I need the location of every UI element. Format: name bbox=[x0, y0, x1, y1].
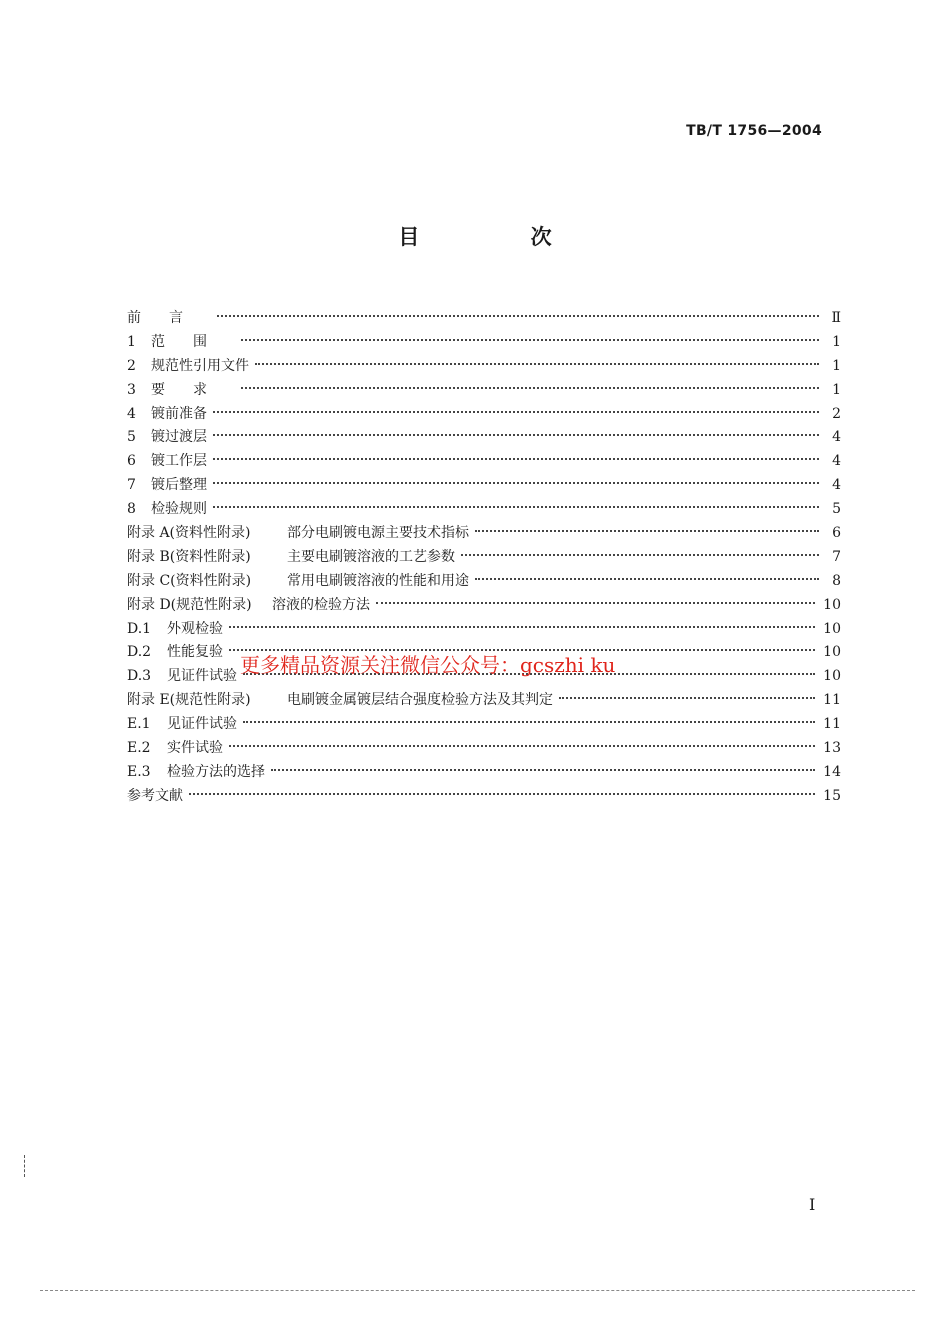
toc-entry-appendix-b[interactable] bbox=[127, 546, 841, 570]
toc-entry-number: 8 bbox=[127, 501, 136, 518]
toc-entry-number: 5 bbox=[127, 429, 136, 446]
toc-entry-page: 6 bbox=[832, 525, 841, 542]
toc-entry-label: 范围 bbox=[151, 333, 235, 350]
toc-entry-label: 规范性引用文件 bbox=[151, 357, 249, 374]
toc-entry-label: 电刷镀金属镀层结合强度检验方法及其判定 bbox=[287, 692, 553, 709]
toc-entry-page: 2 bbox=[832, 405, 841, 422]
toc-entry-number: 1 bbox=[127, 333, 136, 350]
toc-entry-page: 10 bbox=[823, 620, 841, 637]
toc-leader-dots bbox=[376, 602, 815, 604]
toc-leader-dots bbox=[475, 530, 819, 532]
toc-entry-label: 性能复验 bbox=[167, 644, 223, 661]
toc-entry-label: 镀过渡层 bbox=[151, 429, 207, 446]
bottom-scan-line bbox=[40, 1290, 915, 1291]
toc-entry-label: 检验规则 bbox=[151, 501, 207, 518]
toc-entry-page: 8 bbox=[832, 572, 841, 589]
toc-entry-e2[interactable] bbox=[127, 737, 841, 761]
toc-entry-label: 镀前准备 bbox=[151, 405, 207, 422]
toc-entry-number: D.1 bbox=[127, 620, 152, 637]
toc-entry-appendix-c[interactable] bbox=[127, 570, 841, 594]
toc-entry-number: D.3 bbox=[127, 668, 152, 685]
toc-entry-page: 10 bbox=[823, 668, 841, 685]
toc-entry-page: 1 bbox=[832, 381, 841, 398]
toc-entry-page: 15 bbox=[823, 787, 841, 804]
toc-entry-normative-references[interactable] bbox=[127, 355, 841, 379]
toc-entry-number: 3 bbox=[127, 381, 136, 398]
toc-entry-label: 检验方法的选择 bbox=[167, 763, 265, 780]
toc-entry-number: E.1 bbox=[127, 716, 151, 733]
toc-list bbox=[127, 307, 841, 809]
toc-leader-dots bbox=[213, 458, 819, 460]
toc-entry-label: 实件试验 bbox=[167, 740, 223, 757]
toc-leader-dots bbox=[271, 769, 815, 771]
toc-entry-foreword[interactable] bbox=[127, 307, 841, 331]
toc-leader-dots bbox=[213, 411, 819, 413]
page-number: I bbox=[809, 1195, 816, 1214]
toc-entry-number: E.3 bbox=[127, 763, 151, 780]
toc-entry-label: 镀工作层 bbox=[151, 453, 207, 470]
toc-entry-label: 见证件试验 bbox=[167, 668, 237, 685]
toc-entry-page: 11 bbox=[823, 716, 841, 733]
toc-entry-label: 常用电刷镀溶液的性能和用途 bbox=[287, 572, 469, 589]
toc-entry-page: 13 bbox=[823, 740, 841, 757]
toc-entry-number: 附录 A(资料性附录) bbox=[127, 525, 251, 542]
toc-leader-dots bbox=[213, 506, 819, 508]
toc-entry-page: 1 bbox=[832, 333, 841, 350]
toc-entry-page: 10 bbox=[823, 596, 841, 613]
toc-entry-page: 14 bbox=[823, 763, 841, 780]
toc-entry-e1[interactable] bbox=[127, 713, 841, 737]
toc-entry-e3[interactable] bbox=[127, 761, 841, 785]
toc-entry-label: 要求 bbox=[151, 381, 235, 398]
toc-leader-dots bbox=[229, 626, 815, 628]
toc-entry-number: E.2 bbox=[127, 740, 151, 757]
toc-entry-number: 6 bbox=[127, 453, 136, 470]
toc-entry-pre-plating[interactable] bbox=[127, 403, 841, 427]
toc-entry-appendix-d[interactable] bbox=[127, 594, 841, 618]
toc-entry-number: 2 bbox=[127, 357, 136, 374]
toc-entry-label: 部分电刷镀电源主要技术指标 bbox=[287, 525, 469, 542]
toc-leader-dots bbox=[229, 745, 815, 747]
toc-entry-label: 外观检验 bbox=[167, 620, 223, 637]
toc-leader-dots bbox=[241, 339, 819, 341]
toc-entry-page: 4 bbox=[832, 477, 841, 494]
toc-leader-dots bbox=[241, 387, 819, 389]
toc-entry-transition-layer[interactable] bbox=[127, 426, 841, 450]
toc-entry-label: 溶液的检验方法 bbox=[272, 596, 370, 613]
toc-entry-inspection-rules[interactable] bbox=[127, 498, 841, 522]
toc-entry-number: 附录 E(规范性附录) bbox=[127, 692, 251, 709]
toc-entry-page: 4 bbox=[832, 453, 841, 470]
toc-entry-page: Ⅱ bbox=[831, 310, 841, 326]
toc-entry-scope[interactable] bbox=[127, 331, 841, 355]
toc-entry-page: 5 bbox=[832, 501, 841, 518]
toc-leader-dots bbox=[559, 697, 815, 699]
toc-entry-number: 附录 C(资料性附录) bbox=[127, 572, 252, 589]
toc-leader-dots bbox=[255, 363, 819, 365]
left-edge-scan-mark bbox=[24, 1155, 25, 1177]
toc-leader-dots bbox=[189, 793, 815, 795]
toc-entry-requirements[interactable] bbox=[127, 379, 841, 403]
toc-entry-page: 11 bbox=[823, 692, 841, 709]
toc-entry-appendix-a[interactable] bbox=[127, 522, 841, 546]
toc-entry-label: 前言 bbox=[127, 310, 211, 326]
toc-entry-page: 7 bbox=[832, 548, 841, 565]
toc-entry-page: 4 bbox=[832, 429, 841, 446]
toc-leader-dots bbox=[213, 434, 819, 436]
toc-entry-number: 4 bbox=[127, 405, 136, 422]
toc-entry-page: 10 bbox=[823, 644, 841, 661]
toc-entry-bibliography[interactable] bbox=[127, 785, 841, 809]
toc-entry-number: 附录 D(规范性附录) bbox=[127, 596, 252, 613]
toc-leader-dots bbox=[475, 578, 819, 580]
toc-entry-post-plating[interactable] bbox=[127, 474, 841, 498]
toc-entry-d1[interactable] bbox=[127, 618, 841, 642]
toc-entry-page: 1 bbox=[832, 357, 841, 374]
toc-entry-appendix-e[interactable] bbox=[127, 689, 841, 713]
watermark-text: 更多精品资源关注微信公众号：gcszhi ku bbox=[240, 653, 616, 677]
toc-entry-label: 参考文献 bbox=[127, 787, 183, 804]
toc-entry-number: 附录 B(资料性附录) bbox=[127, 548, 251, 565]
toc-entry-working-layer[interactable] bbox=[127, 450, 841, 474]
toc-leader-dots bbox=[243, 721, 815, 723]
toc-entry-label: 镀后整理 bbox=[151, 477, 207, 494]
toc-entry-number: D.2 bbox=[127, 644, 152, 661]
toc-entry-number: 7 bbox=[127, 477, 136, 494]
toc-entry-label: 主要电刷镀溶液的工艺参数 bbox=[287, 548, 455, 565]
toc-leader-dots bbox=[217, 315, 819, 317]
toc-entry-label: 见证件试验 bbox=[167, 716, 237, 733]
document-code: TB/T 1756—2004 bbox=[686, 123, 822, 139]
toc-leader-dots bbox=[213, 482, 819, 484]
toc-leader-dots bbox=[461, 554, 819, 556]
toc-title: 目 次 bbox=[398, 225, 604, 249]
